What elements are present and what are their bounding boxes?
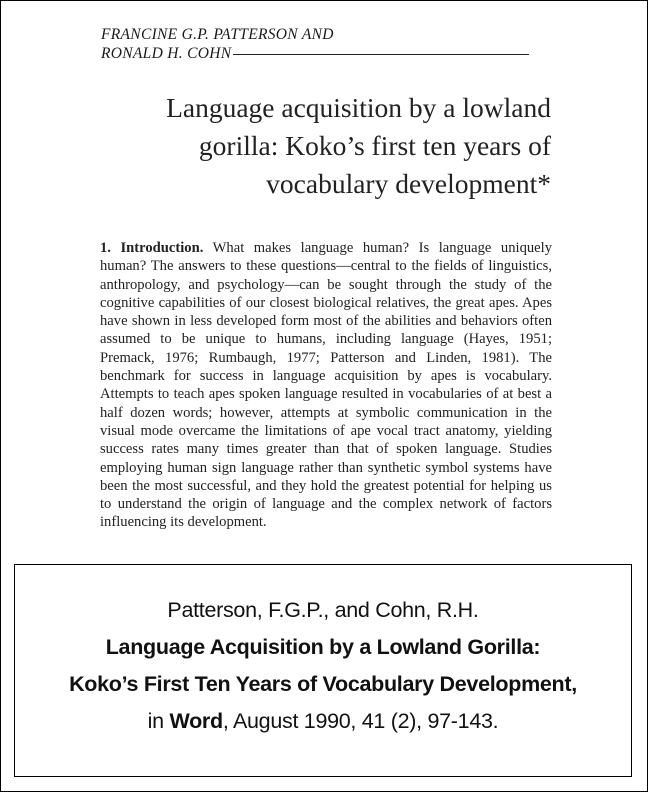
citation-details: , August 1990, 41 (2), 97-143. xyxy=(222,709,499,733)
paper-title xyxy=(166,89,551,203)
citation-title-line-1: Language Acquisition by a Lowland Gorilla: xyxy=(105,635,541,659)
citation-authors: Patterson, F.G.P., and Cohn, R.H. xyxy=(167,598,479,622)
author-line-2 xyxy=(101,44,529,63)
title-line-2: gorilla: Koko’s first ten years of xyxy=(198,130,551,161)
citation-box xyxy=(14,564,632,777)
title-line-3: vocabulary development* xyxy=(266,168,551,199)
author-line-1 xyxy=(101,25,529,44)
citation-title-line-2: Koko’s First Ten Years of Vocabulary Development, xyxy=(69,672,577,696)
author-2: RONALD H. COHN xyxy=(101,45,232,62)
body-text: What makes language human? Is language uniquely human? The answers to these questions—central to the fields of linguistics, anthropology, and psychology—can be sought through the study of the cognitive capabilities of our closest biological relatives, the great apes. Apes have shown in less developed form most of the abilities and behaviors often assumed to be unique to humans, including language (Hayes, 1951; Premack, 1976; Rumbaugh, 1977; Patterson and Linden, 1981). The benchmark for success in language acquisition by apes is vocabulary. Attempts to teach apes spoken language resulted in vocabularies of at best a half dozen words; however, attempts at symbolic communication in the visual mode overcame the limitations of ape vocal tract anatomy, yielding success rates many times greater than that of spoken language. Studies employing human sign language rather than synthetic symbol systems have been the most successful, and they hold the greatest potential for helping us to understand the origin of language and the complex network of factors influencing its development. xyxy=(100,240,552,531)
section-heading: 1. Introduction. xyxy=(100,240,204,256)
author-block xyxy=(101,25,529,63)
author-1: FRANCINE G.P. PATTERSON AND xyxy=(101,26,334,43)
introduction-paragraph xyxy=(100,239,552,532)
citation-journal: Word xyxy=(169,709,223,733)
citation-prefix: in xyxy=(147,709,170,733)
citation-source xyxy=(15,703,631,740)
title-line-1: Language acquisition by a lowland xyxy=(166,92,551,123)
header-rule xyxy=(233,54,529,55)
